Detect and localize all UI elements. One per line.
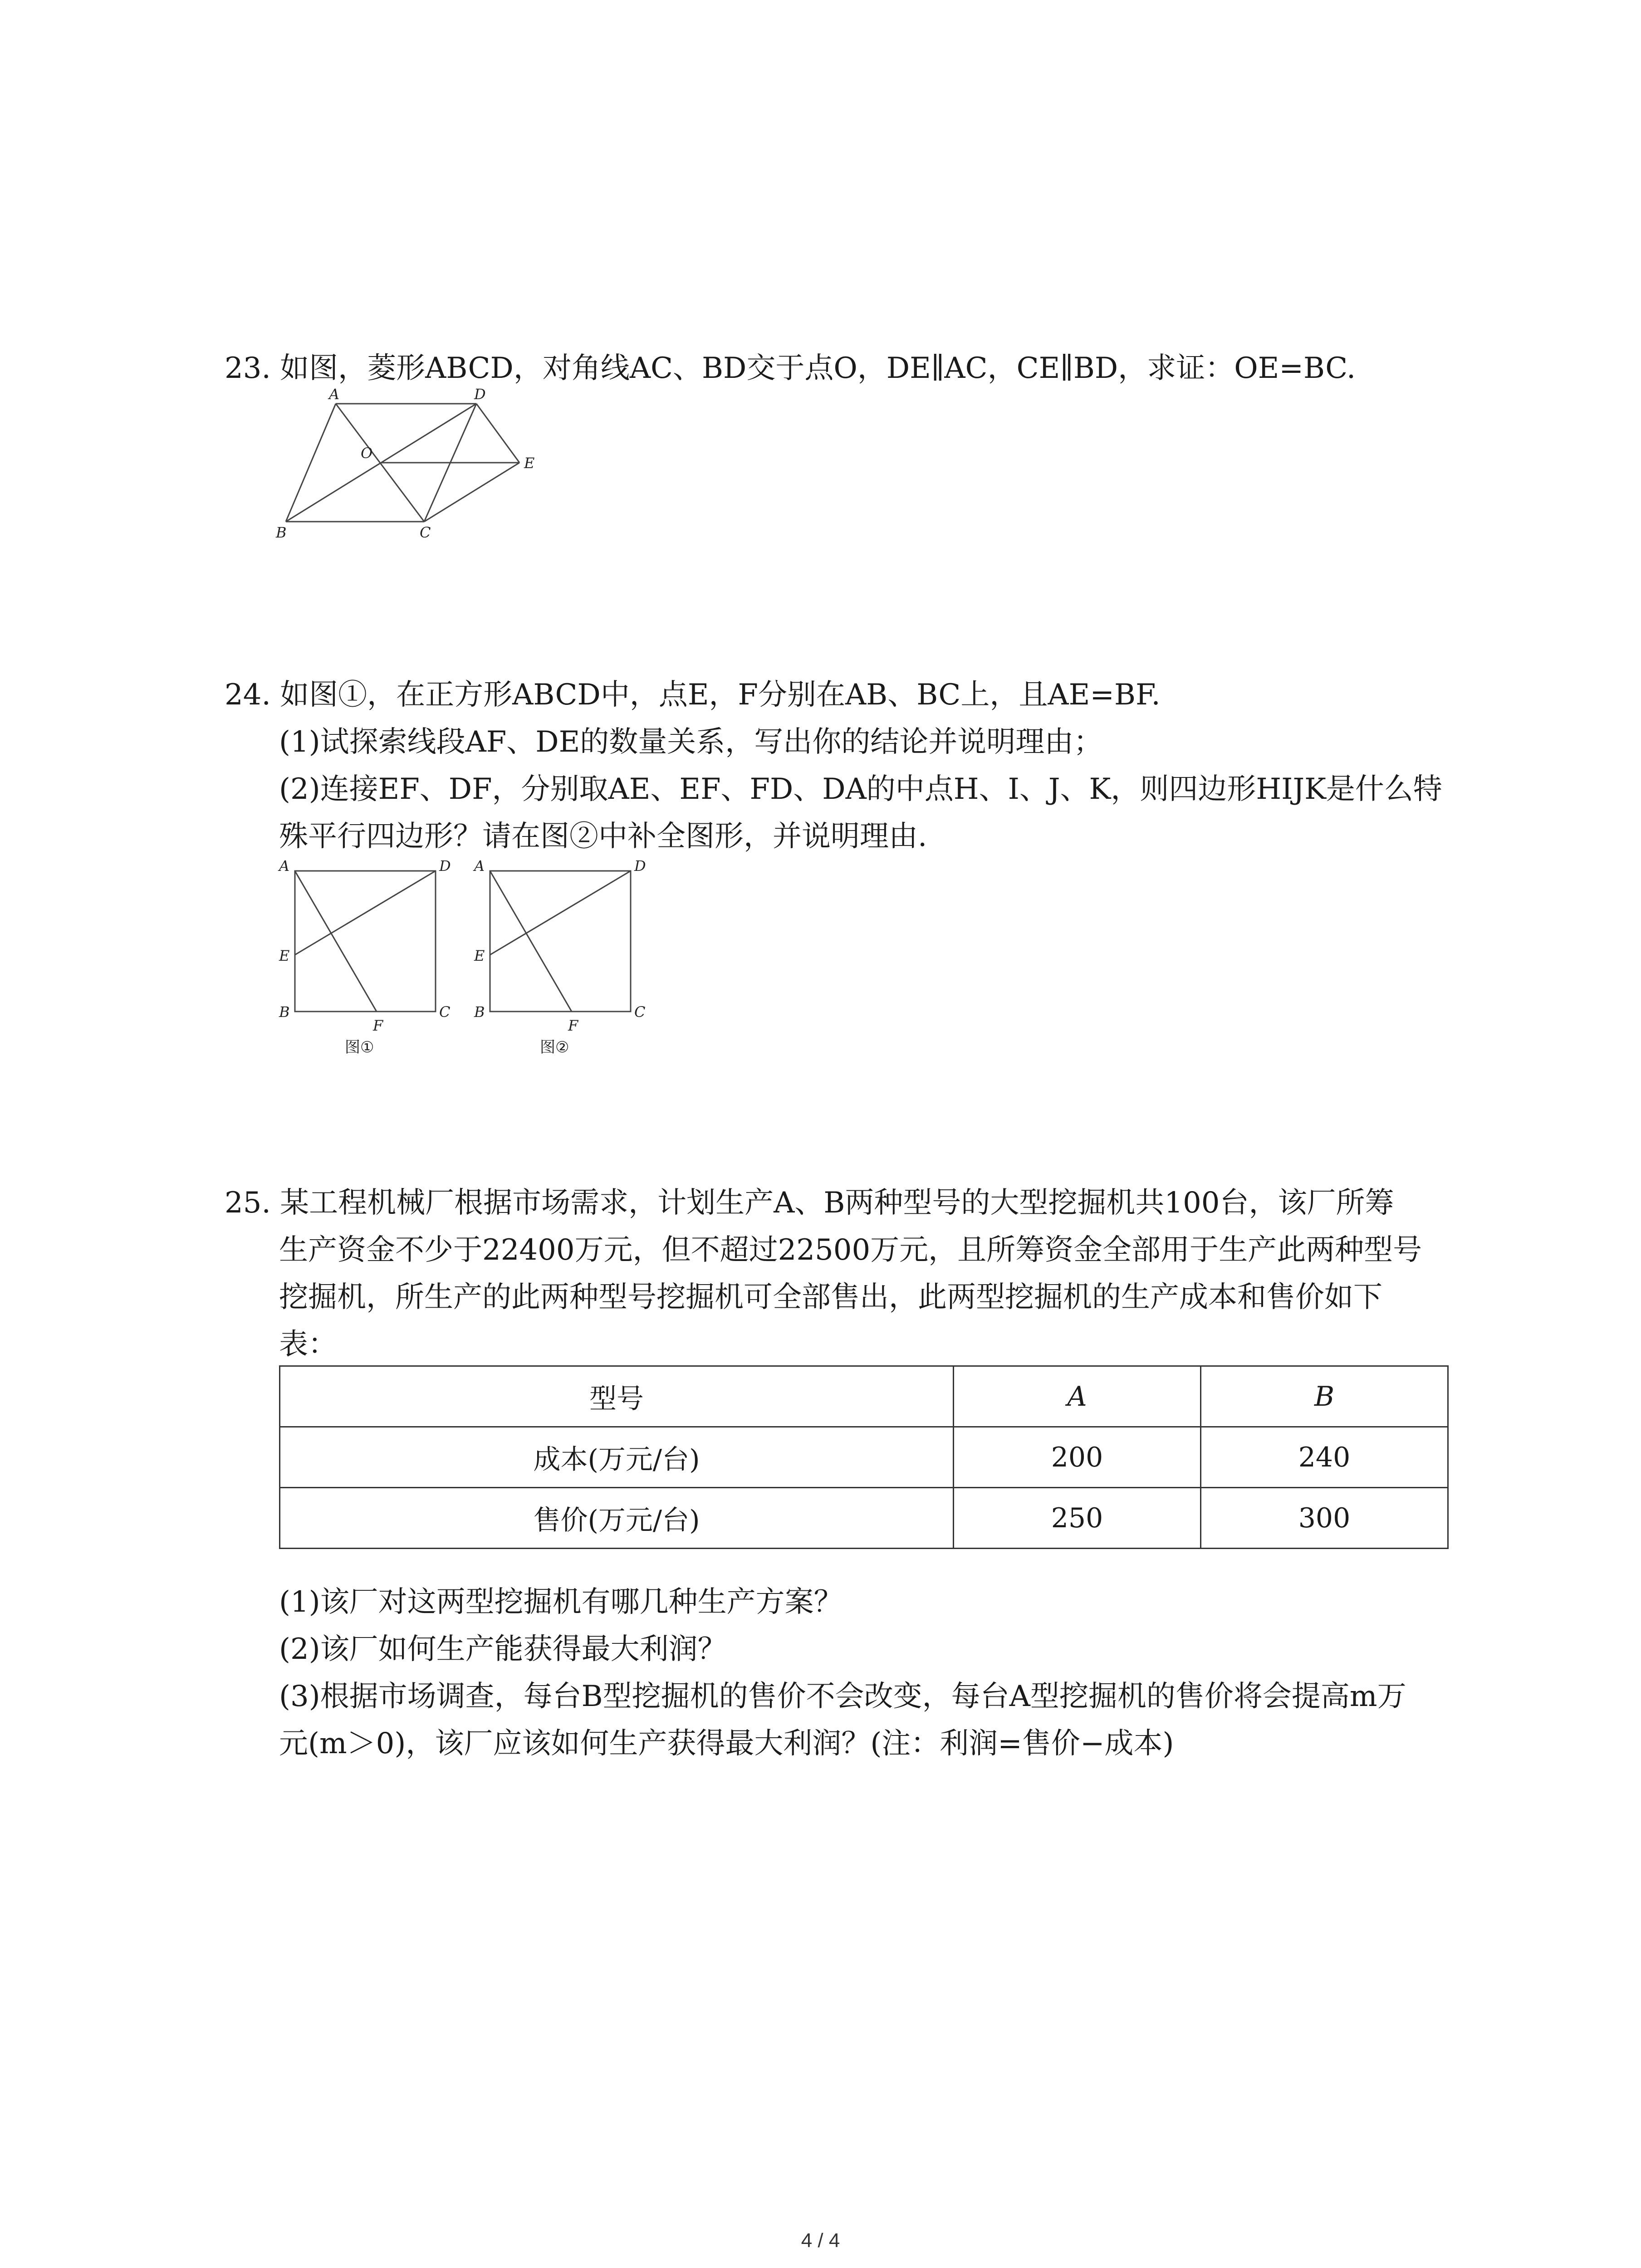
- segment-de: [490, 871, 631, 955]
- edge-ba: [286, 404, 336, 522]
- label-a: A: [279, 857, 290, 875]
- label-b: B: [279, 1003, 290, 1021]
- label-a: A: [329, 386, 340, 403]
- figure-caption-2: 图②: [540, 1038, 569, 1056]
- figure-square-2: [467, 857, 658, 1059]
- square-abcd: [295, 871, 436, 1012]
- table-cell: 200: [954, 1427, 1201, 1488]
- segment-af: [295, 871, 377, 1012]
- label-d: D: [634, 857, 646, 875]
- table-header-row: [280, 1366, 1448, 1427]
- question-25-line-2: 生产资金不少于22400万元，但不超过22500万元，且所筹资金全部用于生产此两种型号: [279, 1233, 1422, 1267]
- label-e: E: [524, 455, 535, 472]
- table-cell: 成本(万元/台): [280, 1427, 954, 1488]
- label-c: C: [439, 1003, 451, 1021]
- question-25: [225, 1179, 1450, 1368]
- table-header-cell: B: [1201, 1366, 1448, 1427]
- label-a: A: [474, 857, 485, 875]
- question-23: [225, 345, 1450, 392]
- question-24-line-1: 24. 如图①，在正方形ABCD中，点E，F分别在AB、BC上，且AE=BF.: [225, 678, 1161, 712]
- question-25-part-2: (2)该厂如何生产能获得最大利润？: [279, 1633, 727, 1666]
- rhombus-diagram: [268, 386, 549, 544]
- label-c: C: [420, 524, 431, 541]
- excavator-cost-price-table: [279, 1365, 1449, 1549]
- question-25-subparts: [279, 1579, 1504, 1767]
- figure-caption-1: 图①: [345, 1038, 374, 1056]
- question-24-part-1: (1)试探索线段AF、DE的数量关系，写出你的结论并说明理由；: [279, 725, 1103, 759]
- question-23-text: 23. 如图，菱形ABCD，对角线AC、BD交于点O，DE∥AC，CE∥BD，求证：OE=BC.: [225, 352, 1356, 385]
- question-25-part-3-cont: 元(m＞0)，该厂应该如何生产获得最大利润？(注：利润=售价−成本): [279, 1727, 1174, 1760]
- label-e: E: [474, 947, 485, 964]
- figure-rhombus: [268, 386, 549, 546]
- table-cell: 250: [954, 1488, 1201, 1549]
- segment-de: [295, 871, 436, 955]
- question-24-part-2-cont: 殊平行四边形？请在图②中补全图形，并说明理由.: [279, 820, 927, 853]
- figure-square-1: [272, 857, 463, 1059]
- label-b: B: [276, 524, 287, 541]
- label-d: D: [474, 386, 486, 403]
- square-abcd: [490, 871, 631, 1012]
- label-c: C: [634, 1003, 646, 1021]
- question-25-line-4: 表：: [279, 1328, 337, 1361]
- label-f: F: [373, 1017, 383, 1034]
- segment-af: [490, 871, 572, 1012]
- label-o: O: [361, 445, 373, 462]
- question-25-part-1: (1)该厂对这两型挖掘机有哪几种生产方案？: [279, 1585, 843, 1619]
- label-b: B: [474, 1003, 485, 1021]
- table-cell: 售价(万元/台): [280, 1488, 954, 1549]
- segment-ce: [424, 463, 519, 522]
- label-d: D: [439, 857, 451, 875]
- table-header-cell: A: [954, 1366, 1201, 1427]
- question-25-line-1: 25. 某工程机械厂根据市场需求，计划生产A、B两种型号的大型挖掘机共100台，该厂所筹: [225, 1186, 1394, 1220]
- page-number: 4 / 4: [801, 2229, 840, 2252]
- question-25-line-3: 挖掘机，所生产的此两种型号挖掘机可全部售出，此两型挖掘机的生产成本和售价如下: [279, 1281, 1382, 1314]
- label-e: E: [279, 947, 290, 964]
- table-cell: 240: [1201, 1427, 1448, 1488]
- square-diagram-1: [272, 857, 463, 1057]
- table-row: [280, 1427, 1448, 1488]
- square-diagram-2: [467, 857, 658, 1057]
- segment-de: [476, 404, 519, 463]
- question-25-part-3: (3)根据市场调查，每台B型挖掘机的售价不会改变，每台A型挖掘机的售价将会提高m万: [279, 1680, 1406, 1713]
- question-24-part-2: (2)连接EF、DF，分别取AE、EF、FD、DA的中点H、I、J、K，则四边形HIJK是什么特: [279, 772, 1442, 806]
- question-24: [225, 671, 1450, 860]
- label-f: F: [568, 1017, 578, 1034]
- table-cell: 300: [1201, 1488, 1448, 1549]
- table-row: [280, 1488, 1448, 1549]
- table-header-cell: 型号: [280, 1366, 954, 1427]
